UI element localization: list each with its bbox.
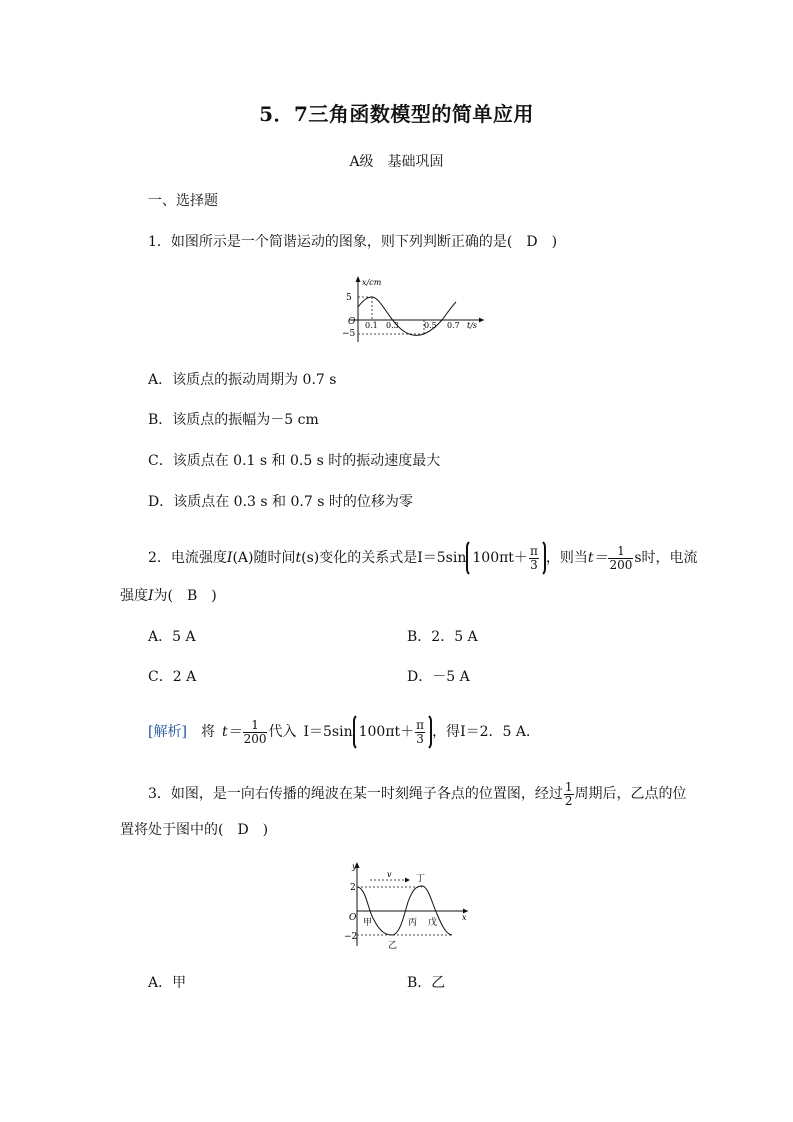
q3-point-ding: 丁 [416, 874, 426, 884]
q2-one: 1 [608, 545, 633, 559]
q1-option-a: A．该质点的振动周期为 0.7 s [148, 372, 337, 388]
q1-tick-5: 5 [346, 293, 352, 303]
q2-text-1: 2．电流强度 [148, 550, 227, 566]
section-heading: 一、选择题 [148, 193, 218, 209]
q2-t-eq: t＝ [587, 550, 608, 566]
q1-origin: O [348, 317, 356, 327]
q2-analysis-tag: [解析] [148, 724, 187, 740]
q3-half-num: 1 [564, 779, 573, 794]
q3-tick-2: 2 [350, 883, 356, 893]
q3-origin: O [349, 913, 357, 923]
q3-text-1: 3．如图，是一向右传播的绳波在某一时刻绳子各点的位置图，经过 [148, 786, 563, 802]
q2-text-5: s时，电流 [634, 550, 698, 566]
q2-analysis-paren [353, 713, 432, 751]
q2-stem-line2 [120, 586, 217, 606]
q2-analysis-1: 将 [200, 724, 215, 740]
q2-analysis [148, 712, 540, 752]
q3-rope-wave-graph [340, 858, 475, 950]
q2-analysis-three: 3 [416, 731, 424, 746]
q1-option-b: B．该质点的振幅为－5 cm [148, 412, 319, 428]
q2-analysis-one: 1 [243, 719, 268, 733]
q3-stem-line1 [148, 774, 687, 814]
q3-option-a: A．甲 [148, 975, 187, 991]
q2-one-over-200 [608, 545, 633, 572]
q3-y-label: y [352, 862, 357, 871]
q2-analysis-eq: I＝5sin [303, 724, 353, 740]
q1-tick-05: 0.5 [424, 321, 437, 330]
q2-analysis-inner: 100πt＋ [358, 724, 415, 740]
q2-text-2: (A)随时间 [232, 550, 296, 566]
q1-stem: 1．如图所示是一个简谐运动的图象，则下列判断正确的是( D ) [148, 234, 558, 250]
q2-200: 200 [609, 557, 633, 572]
q2-var-I: I [226, 550, 233, 566]
q1-t-axis-arrow [479, 318, 484, 323]
q3-tick-neg2: −2 [344, 932, 358, 942]
q3-velocity-arrowhead [405, 878, 410, 883]
q1-xlabel: t/s [467, 321, 478, 330]
q2-inner: 100πt＋ [472, 550, 528, 566]
q2-line2-I: I [148, 588, 154, 604]
q1-oscillation-graph [338, 272, 488, 346]
q2-equation: I＝5sin [417, 550, 467, 566]
q2-option-c: C．2 A [148, 669, 197, 685]
q2-option-d: D．－5 A [407, 669, 470, 685]
q1-tick-01: 0.1 [365, 321, 378, 330]
q3-point-wu: 戊 [428, 918, 438, 928]
q3-point-yi: 乙 [388, 941, 398, 950]
q2-option-a: A．5 A [148, 629, 196, 645]
q2-pi-over-3 [529, 545, 539, 572]
q2-analysis-200: 200 [243, 731, 267, 746]
q2-var-t: t [295, 550, 302, 566]
page-title: 5．7三角函数模型的简单应用 [259, 102, 534, 126]
q2-analysis-frac [243, 719, 268, 746]
q3-v-label: v [387, 870, 392, 879]
q3-half [564, 781, 574, 808]
q1-option-c: C．该质点在 0.1 s 和 0.5 s 时的振动速度最大 [148, 453, 441, 469]
q1-ylabel: x/cm [362, 278, 382, 287]
q3-x-label: x [462, 913, 467, 922]
q3-point-bing: 丙 [408, 918, 418, 928]
q3-point-jia: 甲 [363, 918, 373, 928]
q1-tick-07: 0.7 [447, 321, 460, 330]
q2-pi: π [529, 543, 538, 558]
q3-half-den: 2 [564, 793, 573, 808]
q2-line2-text: 强度 [120, 588, 148, 604]
q2-analysis-pi3 [415, 719, 425, 746]
q2-stem-line1 [148, 538, 698, 578]
q2-analysis-3: ，得 [432, 724, 461, 740]
q2-analysis-t: t＝ [221, 724, 242, 740]
q1-option-d: D．该质点在 0.3 s 和 0.7 s 时的位移为零 [148, 494, 413, 510]
level-heading: A级 基础巩固 [349, 154, 444, 170]
q2-three: 3 [530, 557, 538, 572]
q2-text-4: ，则当 [545, 550, 588, 566]
q1-tick-03: 0.3 [386, 321, 399, 330]
q1-tick-neg5: −5 [342, 329, 356, 339]
q2-paren [466, 539, 545, 577]
q1-x-axis-arrow [356, 276, 361, 282]
q2-line2-end: 为( B ) [153, 588, 217, 604]
q2-analysis-pi: π [416, 717, 425, 732]
q2-analysis-2: 代入 [268, 724, 297, 740]
q3-option-b: B．乙 [407, 975, 446, 991]
q2-text-3: (s)变化的关系式是 [301, 550, 418, 566]
q3-stem-line2: 置将处于图中的( D ) [120, 822, 269, 838]
q3-text-2: 周期后，乙点的位 [574, 786, 687, 802]
q2-option-b: B．2．5 A [407, 629, 478, 645]
q2-analysis-result: I＝2．5 A． [460, 724, 540, 740]
